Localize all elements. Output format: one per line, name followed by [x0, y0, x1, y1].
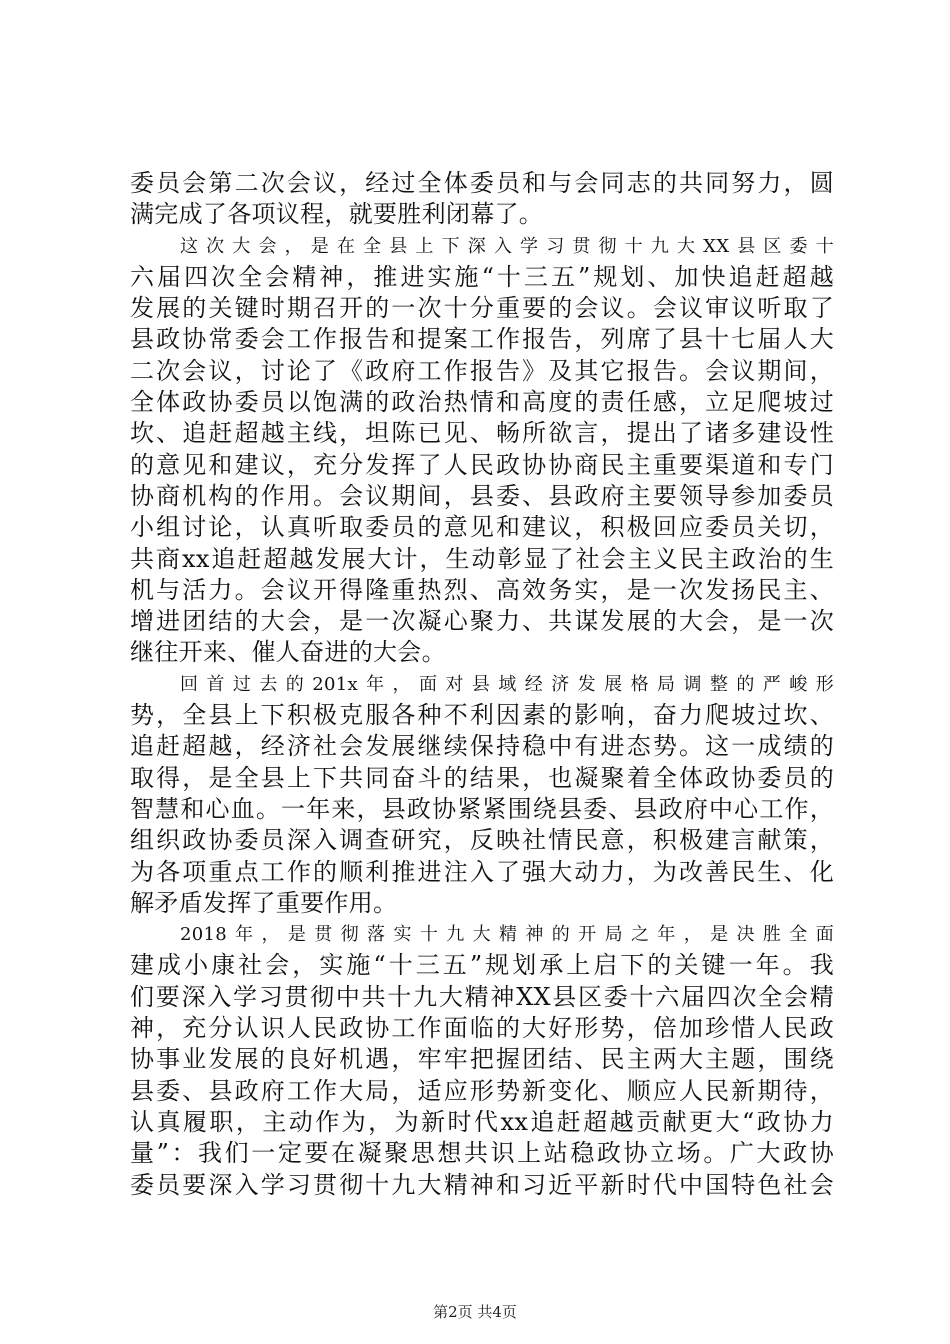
text-line: 2018年，是贯彻落实十九大精神的开局之年，是决胜全面	[180, 924, 834, 946]
text-line: 解矛盾发挥了重要作用。	[130, 888, 398, 917]
text-line: 增进团结的大会，是一次凝心聚力、共谋发展的大会，是一次	[130, 607, 834, 636]
text-line: 取得，是全县上下共同奋斗的结果，也凝聚着全体政协委员的	[130, 763, 834, 792]
text-line: 共商xx追赶超越发展大计，生动彰显了社会主义民主政治的生	[130, 544, 834, 573]
text-line: 这次大会，是在全县上下深入学习贯彻十九大XX县区委十	[180, 235, 834, 257]
text-line: 神，充分认识人民政协工作面临的大好形势，倍加珍惜人民政	[130, 1014, 834, 1043]
text-line: 协事业发展的良好机遇，牢牢把握团结、民主两大主题，围绕	[130, 1045, 834, 1074]
text-line: 量”：我们一定要在凝聚思想共识上站稳政协立场。广大政协	[130, 1139, 834, 1168]
text-line: 们要深入学习贯彻中共十九大精神XX县区委十六届四次全会精	[130, 982, 834, 1011]
text-line: 追赶超越，经济社会发展继续保持稳中有进态势。这一成绩的	[130, 732, 834, 761]
text-line: 发展的关键时期召开的一次十分重要的会议。会议审议听取了	[130, 294, 834, 323]
text-line: 委员要深入学习贯彻十九大精神和习近平新时代中国特色社会	[130, 1170, 834, 1199]
document-body	[130, 168, 834, 1201]
text-line: 智慧和心血。一年来，县政协紧紧围绕县委、县政府中心工作，	[130, 794, 834, 823]
text-line: 组织政协委员深入调查研究，反映社情民意，积极建言献策，	[130, 826, 834, 855]
text-line: 委员会第二次会议，经过全体委员和与会同志的共同努力，圆	[130, 169, 834, 197]
text-line: 的意见和建议，充分发挥了人民政协协商民主重要渠道和专门	[130, 450, 834, 479]
text-line: 县政协常委会工作报告和提案工作报告，列席了县十七届人大	[130, 325, 834, 354]
text-line: 回首过去的201x年，面对县域经济发展格局调整的严峻形	[180, 673, 834, 695]
text-line: 坎、追赶超越主线，坦陈已见、畅所欲言，提出了诸多建设性	[130, 419, 834, 448]
text-line: 势，全县上下积极克服各种不利因素的影响，奋力爬坡过坎、	[130, 701, 834, 730]
text-line: 全体政协委员以饱满的政治热情和高度的责任感，立足爬坡过	[130, 388, 834, 417]
text-line: 小组讨论，认真听取委员的意见和建议，积极回应委员关切，	[130, 513, 834, 542]
text-line: 建成小康社会，实施“十三五”规划承上启下的关键一年。我	[130, 951, 834, 980]
text-line: 认真履职，主动作为，为新时代xx追赶超越贡献更大“政协力	[130, 1107, 834, 1136]
text-line: 满完成了各项议程，就要胜利闭幕了。	[130, 200, 544, 229]
text-line: 县委、县政府工作大局，适应形势新变化、顺应人民新期待，	[130, 1076, 834, 1105]
text-line: 为各项重点工作的顺利推进注入了强大动力，为改善民生、化	[130, 857, 834, 886]
text-line: 机与活力。会议开得隆重热烈、高效务实，是一次发扬民主、	[130, 575, 834, 604]
text-line: 六届四次全会精神，推进实施“十三五”规划、加快追赶超越	[130, 262, 834, 291]
page-footer: 第2页 共4页	[433, 1303, 517, 1321]
text-line: 协商机构的作用。会议期间，县委、县政府主要领导参加委员	[130, 481, 834, 510]
text-line: 二次会议，讨论了《政府工作报告》及其它报告。会议期间，	[130, 356, 834, 385]
text-line: 继往开来、催人奋进的大会。	[130, 638, 446, 667]
